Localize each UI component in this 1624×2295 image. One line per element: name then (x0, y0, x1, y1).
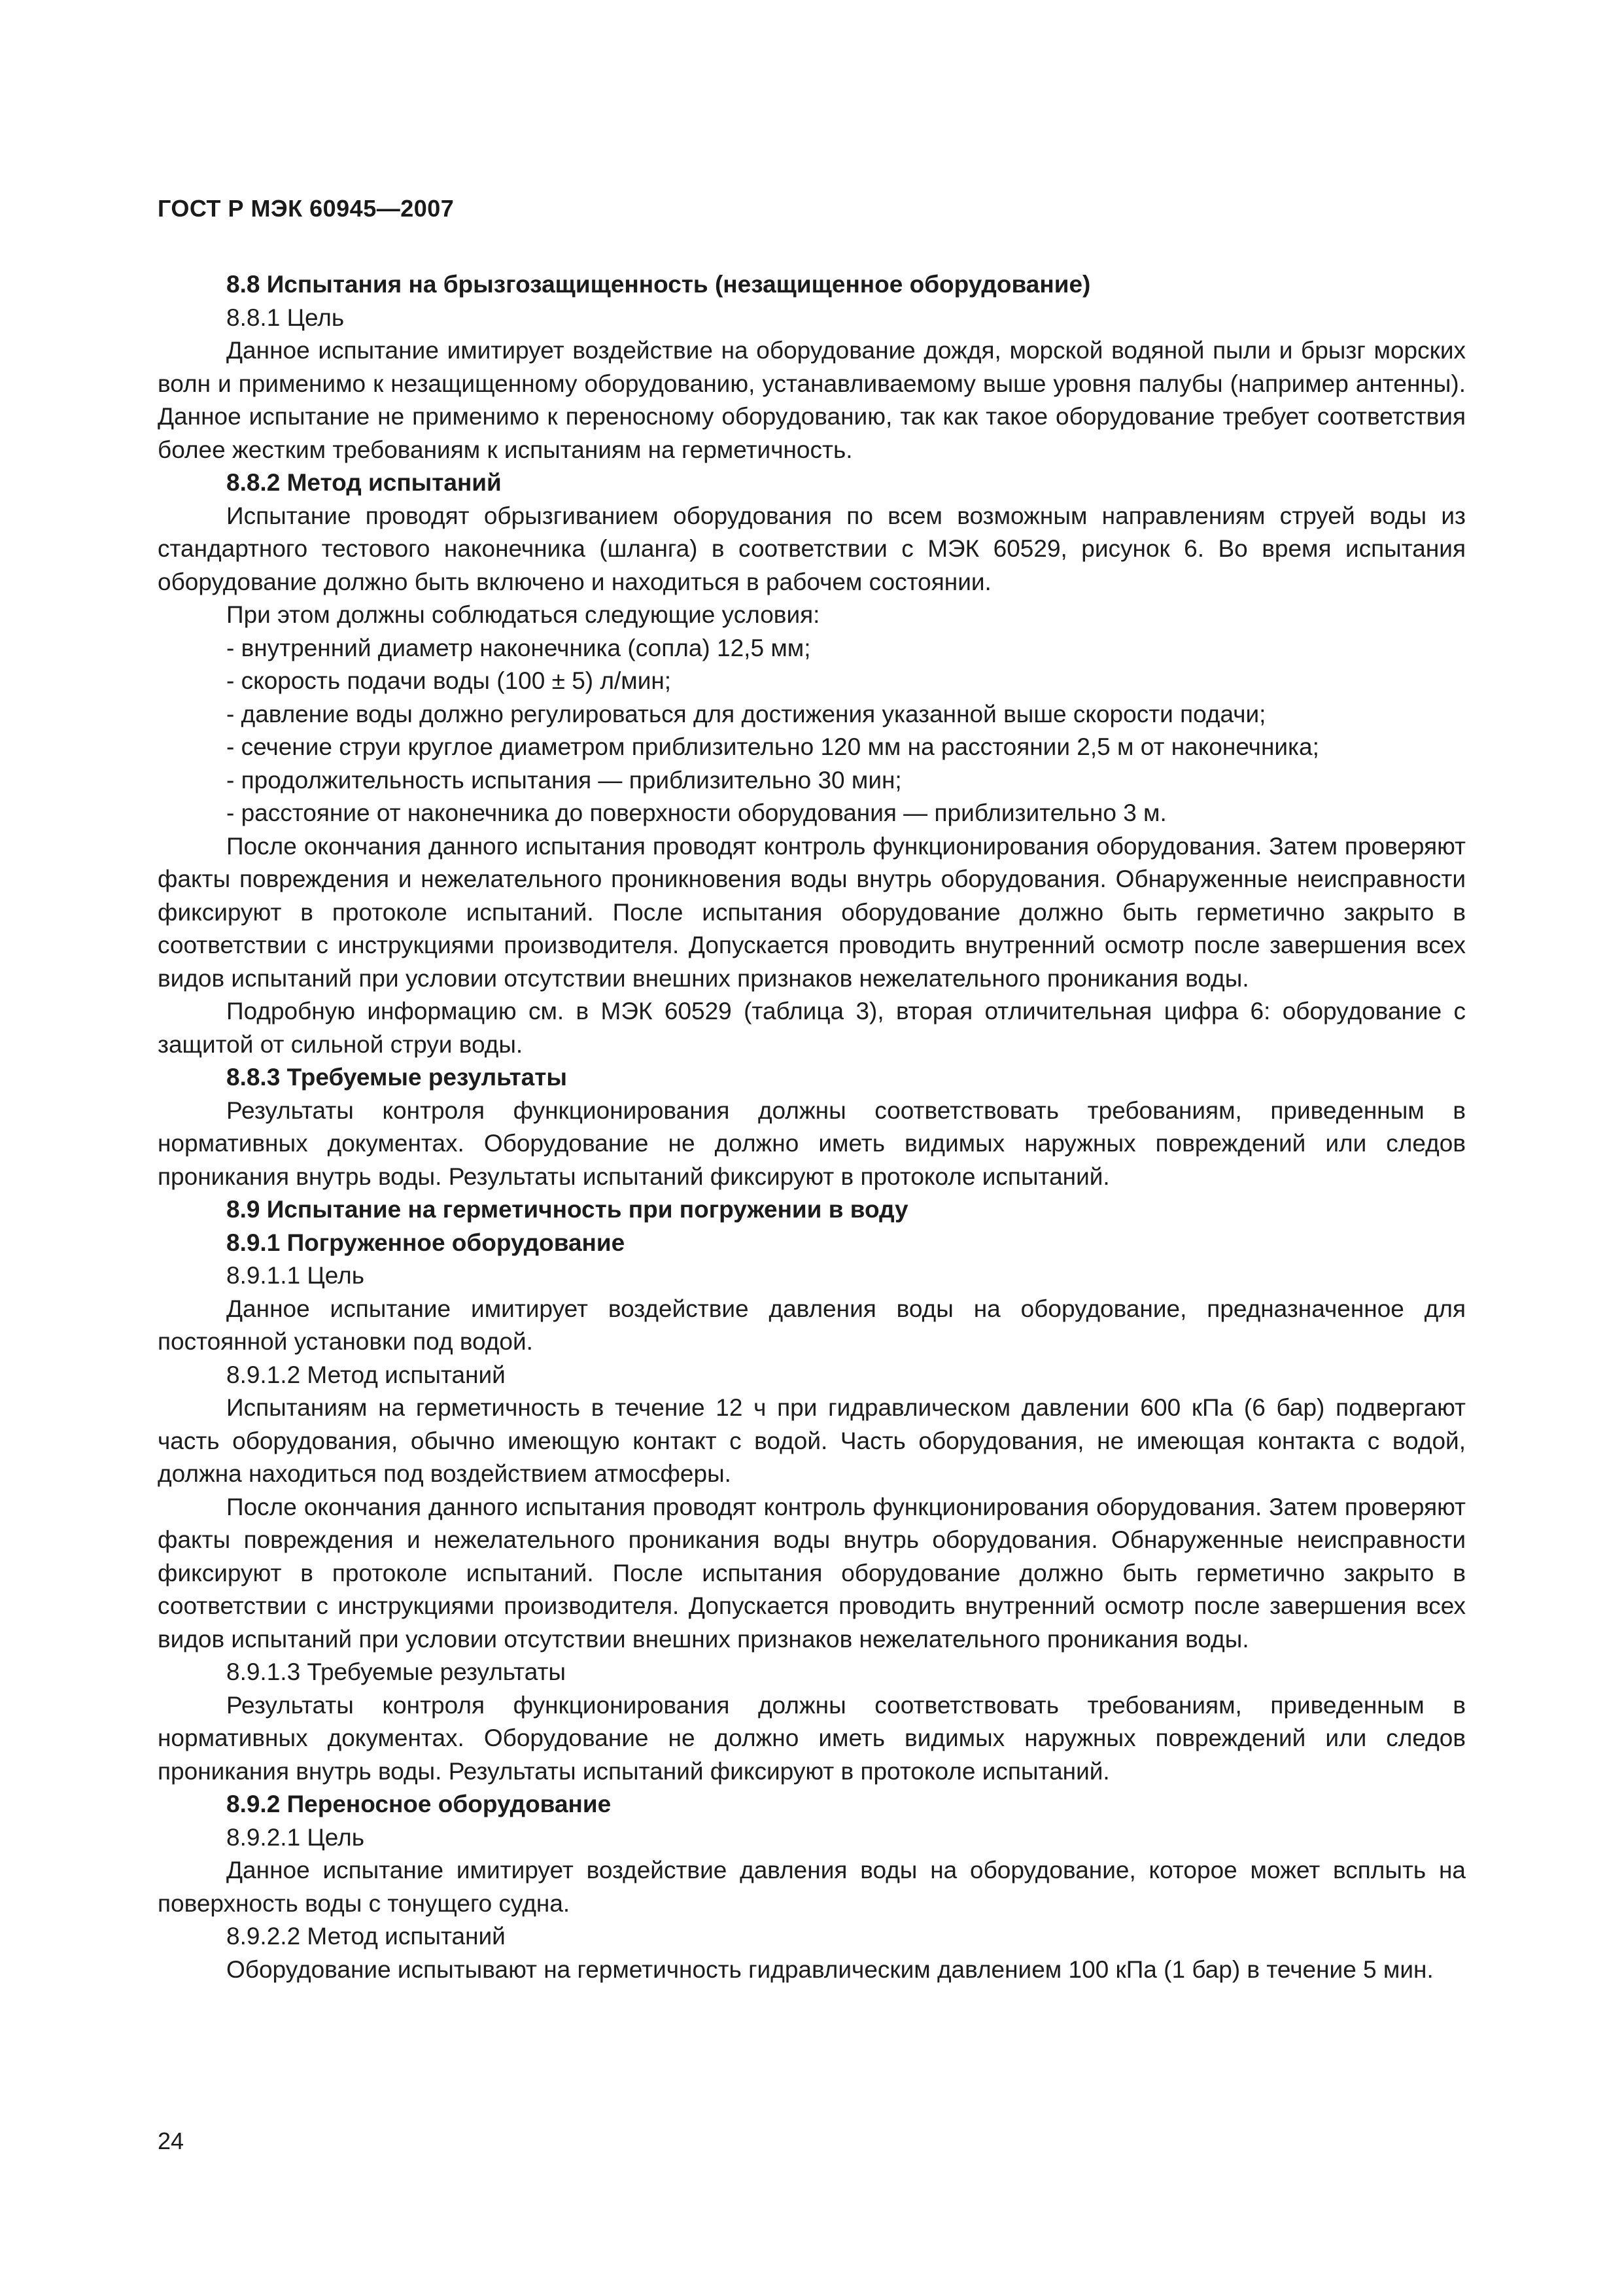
list-item: - расстояние от наконечника до поверхности оборудования — приблизительно 3 м. (226, 799, 1167, 826)
paragraph: 8.9.1.3 Требуемые результаты (226, 1658, 566, 1685)
paragraph: При этом должны соблюдаться следующие условия: (226, 601, 820, 628)
paragraph: 8.9.2.1 Цель (226, 1823, 365, 1851)
list-item: - внутренний диаметр наконечника (сопла) 12,5 мм; (226, 634, 811, 661)
document-header: ГОСТ Р МЭК 60945—2007 (158, 195, 455, 222)
paragraph: Оборудование испытывают на герметичность гидравлическим давлением 100 кПа (1 бар) в течение 5 мин. (226, 1955, 1434, 1983)
paragraph: После окончания данного испытания проводят контроль функционирования оборудования. Затем проверяют факты повреждения и нежелательного проникания воды внутрь оборудования. Обнаруженные неисправности фиксируют в протоколе испытаний. После испытания оборудование должно быть герметично закрыто в соответствии с инструкциями производителя. Допускается проводить внутренний осмотр после завершения всех видов испытаний при условии отсутствии внешних признаков нежелательного проникания воды. (158, 1493, 1466, 1653)
paragraph: После окончания данного испытания проводят контроль функционирования оборудования. Затем проверяют факты повреждения и нежелательного проникновения воды внутрь оборудования. Обнаруженные неисправности фиксируют в протоколе испытаний. После испытания оборудование должно быть герметично закрыто в соответствии с инструкциями производителя. Допускается проводить внутренний осмотр после завершения всех видов испытаний при условии отсутствии внешних признаков нежелательного проникания воды. (158, 832, 1466, 992)
paragraph: 8.9.1.1 Цель (226, 1262, 365, 1289)
section-heading: 8.8.2 Метод испытаний (226, 469, 502, 496)
paragraph: Результаты контроля функционирования должны соответствовать требованиям, приведенным в нормативных документах. Оборудование не должно иметь видимых наружных повреждений или следов проникания внутрь воды. Результаты испытаний фиксируют в протоколе испытаний. (158, 1096, 1466, 1190)
paragraph: Подробную информацию см. в МЭК 60529 (таблица 3), вторая отличительная цифра 6: оборудование с защитой от сильной струи воды. (158, 998, 1466, 1058)
section-heading: 8.9 Испытание на герметичность при погружении в воду (226, 1196, 908, 1223)
section-heading: 8.9.1 Погруженное оборудование (226, 1229, 625, 1256)
list-item: - давление воды должно регулироваться для достижения указанной выше скорости подачи; (226, 700, 1266, 727)
page-number: 24 (158, 2128, 184, 2154)
list-item: - продолжительность испытания — приблизительно 30 мин; (226, 766, 902, 794)
section-heading: 8.8.3 Требуемые результаты (226, 1064, 567, 1091)
paragraph: 8.9.2.2 Метод испытаний (226, 1923, 506, 1950)
paragraph: 8.8.1 Цель (226, 304, 345, 331)
section-heading: 8.8 Испытания на брызгозащищенность (незащищенное оборудование) (226, 271, 1091, 298)
paragraph: Данное испытание имитирует воздействие давления воды на оборудование, которое может всплыть на поверхность воды с тонущего судна. (158, 1857, 1466, 1917)
document-body (158, 268, 1466, 1986)
paragraph: Испытаниям на герметичность в течение 12 ч при гидравлическом давлении 600 кПа (6 бар) подвергают часть оборудования, обычно имеющую контакт с водой. Часть оборудования, не имеющая контакта с водой, должна находиться под воздействием атмосферы. (158, 1394, 1466, 1487)
list-item: - скорость подачи воды (100 ± 5) л/мин; (226, 667, 672, 694)
paragraph: Данное испытание имитирует воздействие на оборудование дождя, морской водяной пыли и брызг морских волн и применимо к незащищенному оборудованию, устанавливаемому выше уровня палубы (например антенны). Данное испытание не применимо к переносному оборудованию, так как такое оборудование требует соответствия более жестким требованиям к испытаниям на герметичность. (158, 337, 1466, 463)
paragraph: 8.9.1.2 Метод испытаний (226, 1361, 506, 1388)
paragraph: Испытание проводят обрызгиванием оборудования по всем возможным направлениям струей воды из стандартного тестового наконечника (шланга) в соответствии с МЭК 60529, рисунок 6. Во время испытания оборудование должно быть включено и находиться в рабочем состоянии. (158, 502, 1466, 595)
paragraph: Результаты контроля функционирования должны соответствовать требованиям, приведенным в нормативных документах. Оборудование не должно иметь видимых наружных повреждений или следов проникания внутрь воды. Результаты испытаний фиксируют в протоколе испытаний. (158, 1691, 1466, 1785)
section-heading: 8.9.2 Переносное оборудование (226, 1791, 612, 1817)
paragraph: Данное испытание имитирует воздействие давления воды на оборудование, предназначенное для постоянной установки под водой. (158, 1295, 1466, 1355)
list-item: - сечение струи круглое диаметром приблизительно 120 мм на расстоянии 2,5 м от наконечника; (226, 733, 1319, 760)
